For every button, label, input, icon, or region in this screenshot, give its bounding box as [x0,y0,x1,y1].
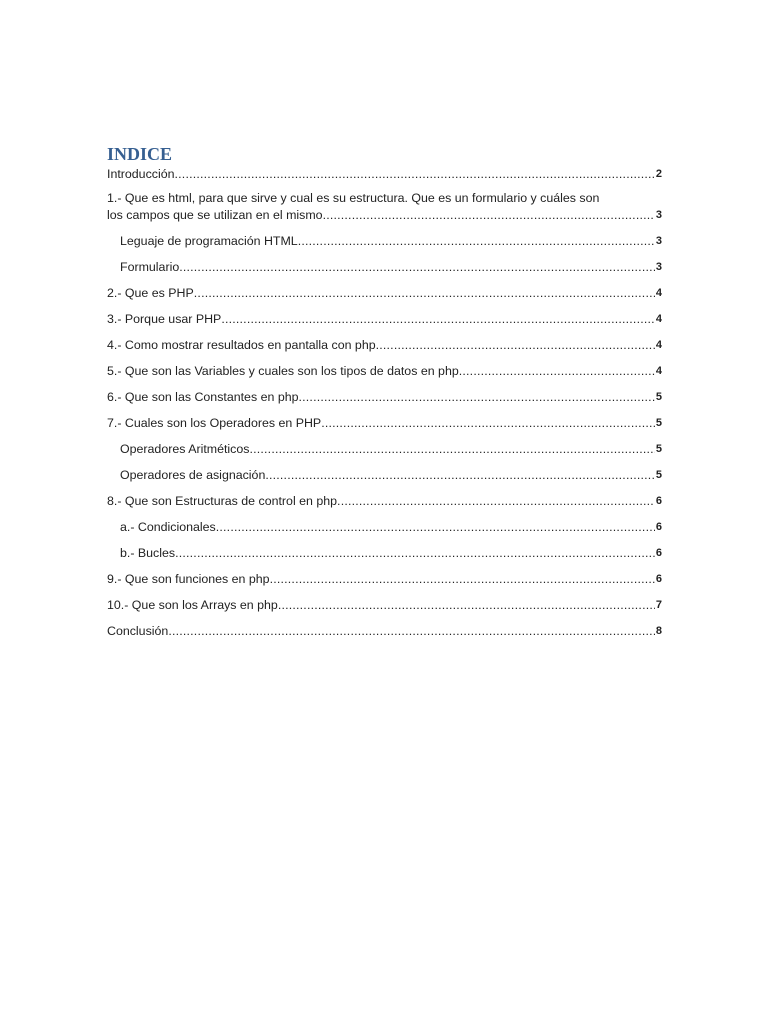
toc-page-number: 2 [655,168,662,180]
dot-leader [175,546,655,561]
toc-entry-porque-usar-php[interactable] [107,312,662,327]
table-of-contents [107,167,662,639]
toc-entry-que-es-html[interactable] [107,191,662,223]
toc-entry-formulario[interactable] [107,260,662,275]
toc-entry-operadores-aritmeticos[interactable] [107,442,662,457]
toc-entry-condicionales[interactable] [107,520,662,535]
toc-entry-label: 3.- Porque usar PHP [107,312,222,326]
toc-entry-label: Formulario [120,260,180,274]
toc-entry-label: Introducción [107,167,175,181]
toc-page-number: 6 [655,547,662,559]
toc-entry-bucles[interactable] [107,546,662,561]
toc-page-number: 8 [655,625,662,637]
dot-leader [216,520,655,535]
toc-entry-operadores[interactable] [107,416,662,431]
toc-entry-funciones[interactable] [107,572,662,587]
toc-entry-label: Conclusión [107,624,169,638]
dot-leader [175,167,655,182]
dot-leader [376,338,655,353]
toc-entry-label: 4.- Como mostrar resultados en pantalla con php [107,338,376,352]
toc-entry-label: 2.- Que es PHP [107,286,194,300]
toc-entry-que-es-php[interactable] [107,286,662,301]
toc-page-number: 6 [655,495,662,507]
toc-page-number: 4 [655,313,662,325]
dot-leader [337,494,655,509]
toc-entry-constantes[interactable] [107,390,662,405]
toc-entry-label: Leguaje de programación HTML [120,234,298,248]
toc-entry-label-line2: los campos que se utilizan en el mismo [107,208,323,222]
dot-leader [221,312,655,327]
toc-page-number: 5 [655,391,662,403]
dot-leader [249,442,654,457]
toc-page-number: 4 [655,365,662,377]
dot-leader [298,234,655,249]
toc-entry-introduccion[interactable] [107,167,662,182]
dot-leader [265,468,655,483]
toc-page-number: 4 [655,339,662,351]
toc-entry-label: 6.- Que son las Constantes en php [107,390,299,404]
toc-page-number: 3 [655,235,662,247]
toc-page-number: 3 [655,261,662,273]
toc-entry-label-line1: 1.- Que es html, para que sirve y cual es su estructura. Que es un formulario y cuáles son [107,191,600,205]
toc-entry-lenguaje-html[interactable] [107,234,662,249]
toc-page-number: 5 [655,417,662,429]
dot-leader [278,598,655,613]
dot-leader [299,390,655,405]
toc-page-number: 4 [655,287,662,299]
toc-entry-label: 8.- Que son Estructuras de control en php [107,494,338,508]
toc-page-number: 5 [655,443,662,455]
dot-leader [270,572,655,587]
dot-leader [321,416,655,431]
dot-leader [168,624,655,639]
toc-title: INDICE [107,144,173,164]
toc-page-number: 7 [655,599,662,611]
dot-leader [459,364,655,379]
toc-entry-label: 9.- Que son funciones en php [107,572,270,586]
document-page [107,143,662,639]
toc-entry-label: b.- Bucles [120,546,176,560]
toc-entry-label: 5.- Que son las Variables y cuales son los tipos de datos en php [107,364,459,378]
dot-leader [194,286,655,301]
toc-entry-conclusion[interactable] [107,624,662,639]
toc-entry-label: Operadores de asignación [120,468,266,482]
toc-page-number: 6 [655,573,662,585]
toc-page-number: 3 [655,209,662,221]
dot-leader [323,208,655,223]
toc-entry-operadores-asignacion[interactable] [107,468,662,483]
toc-entry-label: a.- Condicionales [120,520,216,534]
toc-entry-variables[interactable] [107,364,662,379]
toc-page-number: 6 [655,521,662,533]
toc-page-number: 5 [655,469,662,481]
dot-leader [179,260,655,275]
toc-entry-mostrar-resultados[interactable] [107,338,662,353]
toc-entry-label: 7.- Cuales son los Operadores en PHP [107,416,322,430]
toc-entry-arrays[interactable] [107,598,662,613]
toc-entry-label: 10.- Que son los Arrays en php [107,598,278,612]
toc-entry-estructuras-control[interactable] [107,494,662,509]
toc-entry-label: Operadores Aritméticos [120,442,250,456]
